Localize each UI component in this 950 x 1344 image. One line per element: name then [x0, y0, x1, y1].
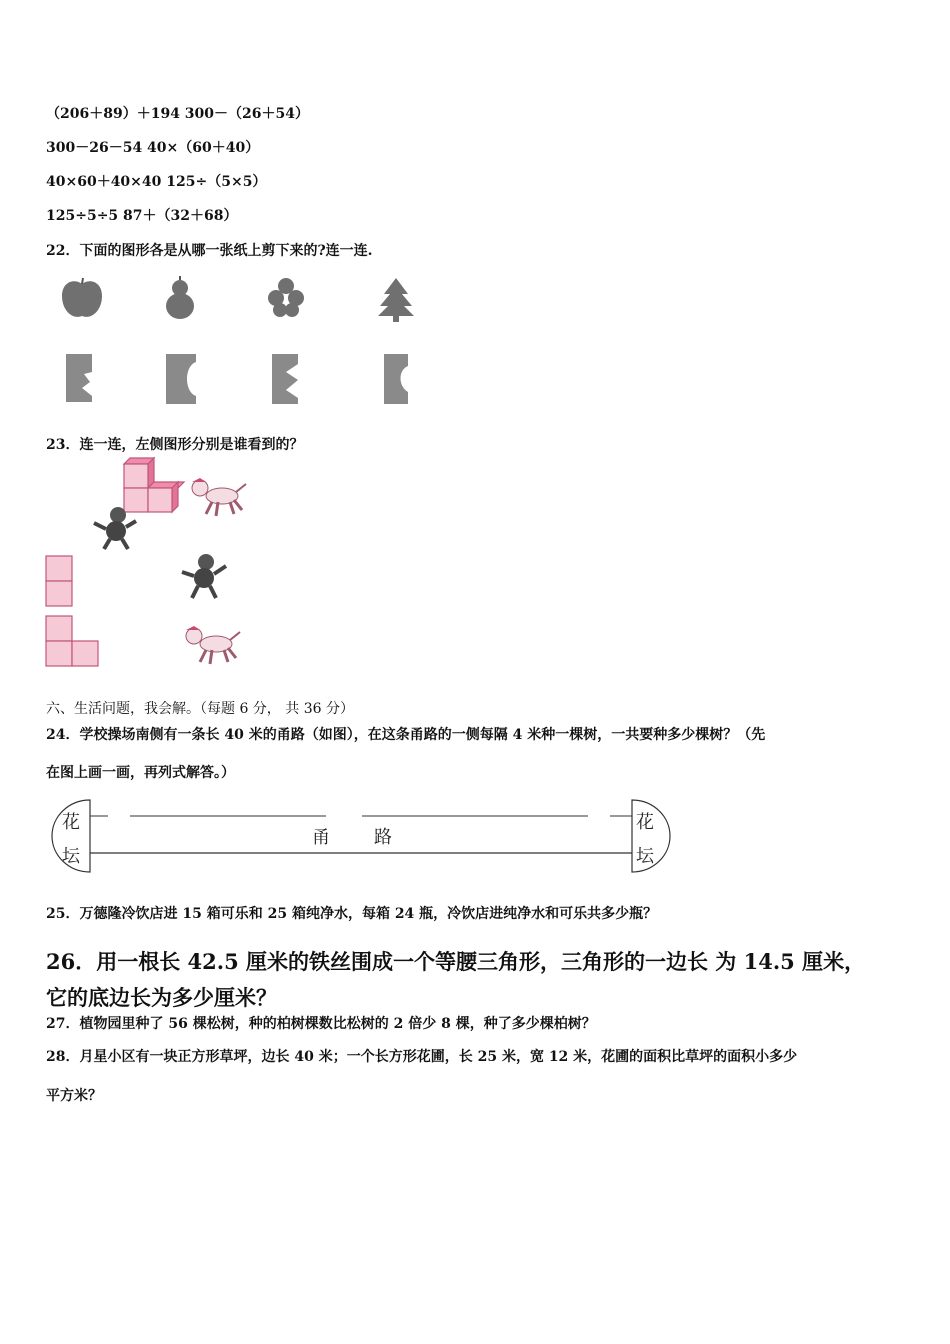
gourd-shape-icon [166, 276, 194, 319]
calc-row-1: （206＋89）＋194 300－（26＋54） [46, 106, 309, 122]
calc-row-4: 125÷5÷5 87＋（32＋68） [46, 208, 238, 224]
monkey-top-icon [92, 505, 140, 551]
right-flowerbed-char-top: 花 [636, 812, 654, 833]
left-flowerbed-char-bottom: 坛 [62, 846, 80, 867]
paper-sheet-4-icon [384, 354, 408, 404]
question-23: 23．连一连，左侧图形分别是谁看到的？ [46, 437, 304, 453]
monkey-option-icon [182, 552, 228, 600]
dog-top-icon [188, 476, 248, 518]
tree-shape-icon [378, 278, 414, 322]
question-26-line-2-text: 它的底边长为多少厘米？ [46, 985, 277, 1010]
paper-sheet-1-icon [66, 354, 92, 402]
question-28-line-1: 28．月星小区有一块正方形草坪，边长 40 米；一个长方形花圃，长 25 米，宽 12 米，花圃的面积比草坪的面积小多少 [46, 1049, 798, 1065]
paper-sheets-row [62, 352, 422, 406]
paper-sheet-2-icon [166, 354, 196, 404]
question-26-line-1-text: 26．用一根长 42.5 厘米的铁丝围成一个等腰三角形，三角形的一边长 为 14.5 厘米， [46, 949, 866, 974]
question-27: 27．植物园里种了 56 棵松树，种的柏树棵数比松树的 2 倍少 8 棵，种了多少棵柏树？ [46, 1016, 596, 1032]
question-28-line-2: 平方米？ [46, 1088, 102, 1104]
question-25: 25．万德隆冷饮店进 15 箱可乐和 25 箱纯净水，每箱 24 瓶，冷饮店进纯净水和可乐共多少瓶？ [46, 906, 658, 922]
right-flowerbed-char-bottom: 坛 [636, 846, 654, 867]
road-label-char-2: 路 [374, 827, 392, 848]
section-6-heading: 六、生活问题，我会解。（每题 6 分， 共 36 分） [46, 701, 354, 717]
road-diagram [48, 798, 674, 878]
flower-shape-icon [268, 278, 304, 317]
question-26-line-1 [46, 946, 865, 976]
apple-shape-icon [62, 278, 102, 317]
question-24-line-2: 在图上画一画，再列式解答。） [46, 765, 235, 781]
left-flowerbed-char-top: 花 [62, 812, 80, 833]
question-26-line-2 [46, 982, 277, 1012]
calc-row-3: 40×60＋40×40 125÷（5×5） [46, 174, 267, 190]
dog-option-icon [182, 622, 242, 666]
view-l-shape-squares [45, 615, 101, 669]
question-24-line-1: 24．学校操场南侧有一条长 40 米的甬路（如图），在这条甬路的一侧每隔 4 米种一棵树，一共要种多少棵树？（先 [46, 727, 766, 743]
question-22: 22．下面的图形各是从哪一张纸上剪下来的?连一连. [46, 243, 373, 259]
view-two-stacked-squares [45, 555, 75, 609]
road-label-char-1: 甬 [312, 827, 330, 848]
calc-row-2: 300－26－54 40×（60＋40） [46, 140, 260, 156]
paper-sheet-3-icon [272, 354, 298, 404]
cut-shapes-row [56, 276, 416, 324]
